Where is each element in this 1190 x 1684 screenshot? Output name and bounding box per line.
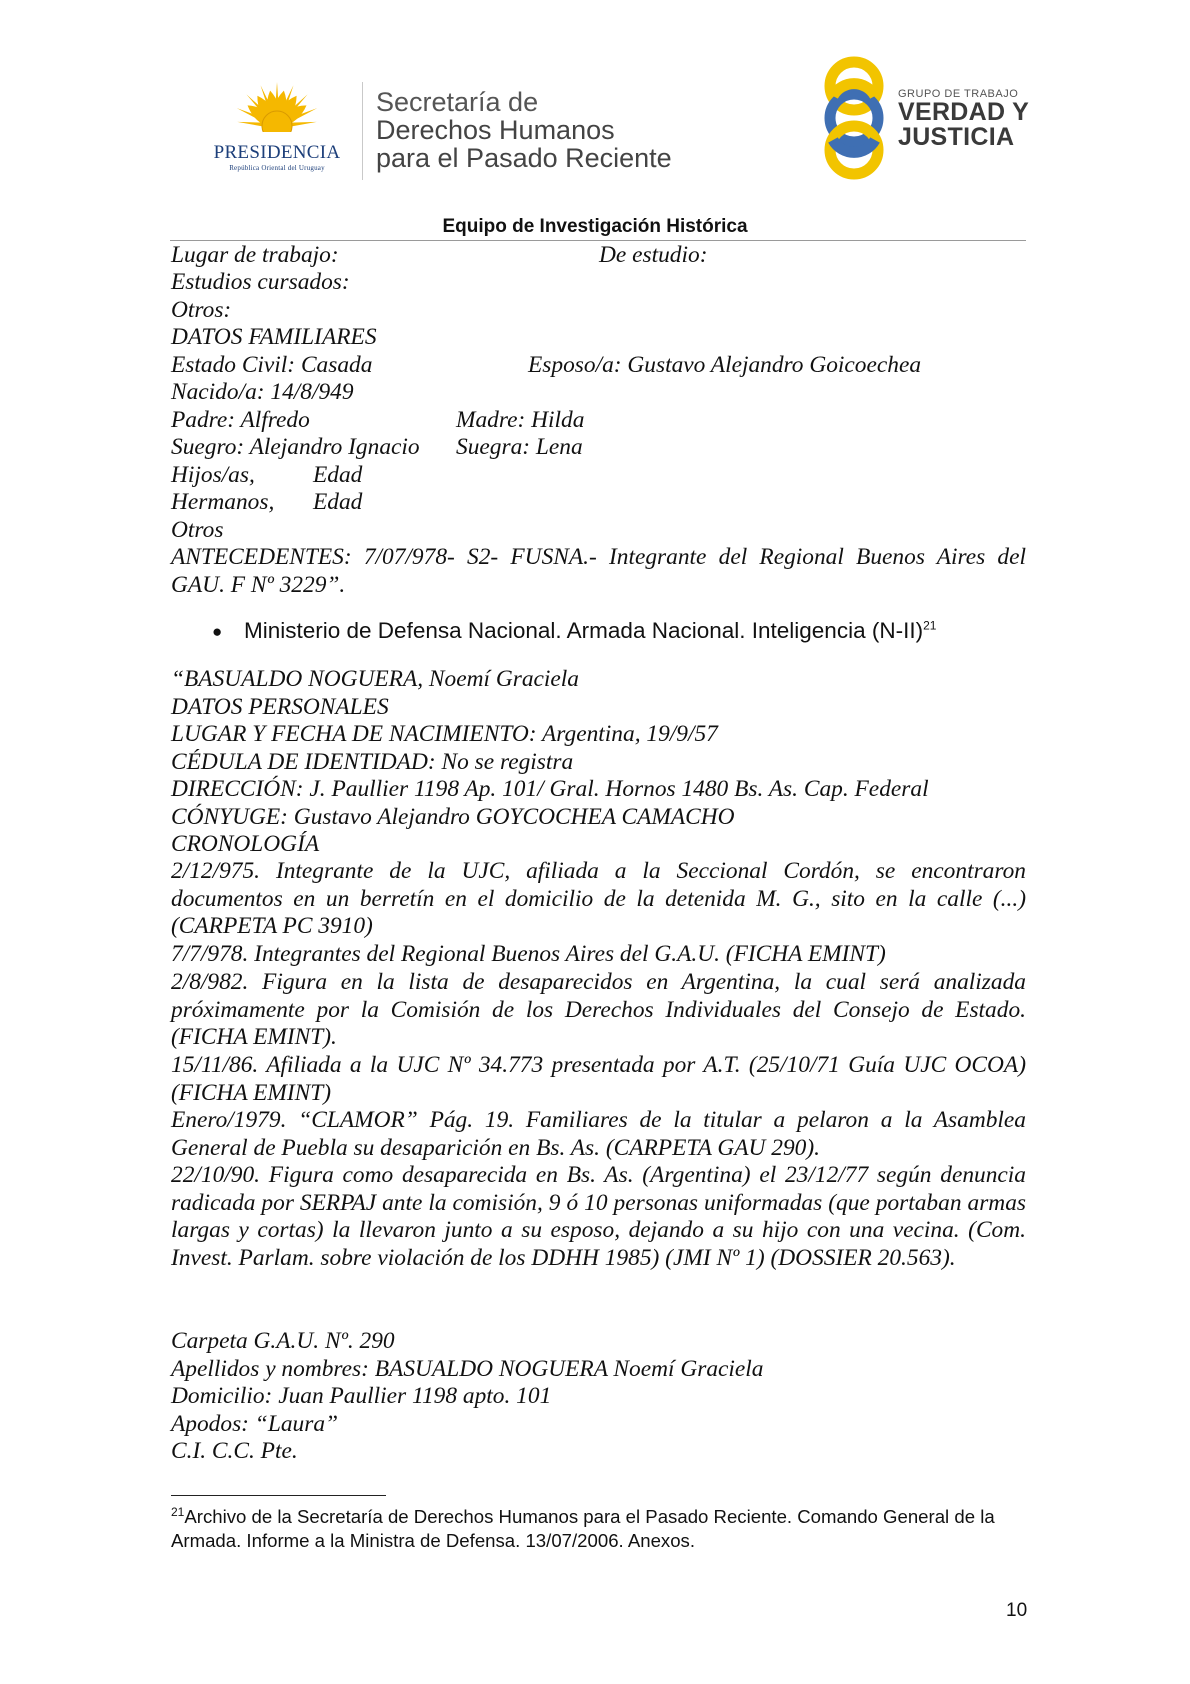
bullet-marker: ● bbox=[212, 622, 223, 641]
hijos-edad: Edad bbox=[313, 462, 363, 488]
nacido: Nacido/a: 14/8/949 bbox=[171, 379, 354, 405]
carpeta-domicilio: Domicilio: Juan Paullier 1198 apto. 101 bbox=[171, 1383, 552, 1409]
header-divider bbox=[362, 82, 363, 180]
cronologia-entry: 15/11/86. Afiliada a la UJC Nº 34.773 presentada por A.T. (25/10/71 Guía UJC OCOA) (FICHA EMINT) bbox=[171, 1052, 1026, 1106]
presidencia-logo bbox=[198, 80, 356, 178]
cronologia-entry: Enero/1979. “CLAMOR” Pág. 19. Familiares de la titular a pelaron a la Asamblea General de Puebla su desaparición en Bs. As. (CARPETA GAU 290). bbox=[171, 1107, 1026, 1161]
datos-familiares: DATOS FAMILIARES bbox=[171, 324, 377, 350]
hijos: Hijos/as, bbox=[171, 462, 255, 488]
carpeta-apodos: Apodos: “Laura” bbox=[171, 1411, 339, 1437]
de-estudio: De estudio: bbox=[599, 242, 708, 268]
hermanos-edad: Edad bbox=[313, 489, 363, 515]
carpeta-title: Carpeta G.A.U. Nº. 290 bbox=[171, 1328, 395, 1354]
page-number: 10 bbox=[1006, 1600, 1028, 1621]
madre: Madre: Hilda bbox=[456, 407, 585, 433]
secretaria-logo-text bbox=[376, 88, 672, 172]
carpeta-ci: C.I. C.C. Pte. bbox=[171, 1438, 298, 1464]
cronologia: CRONOLOGÍA bbox=[171, 831, 320, 857]
esposo: Esposo/a: Gustavo Alejandro Goicoechea bbox=[528, 352, 922, 378]
bullet-text: Ministerio de Defensa Nacional. Armada Nacional. Inteligencia (N-II) bbox=[244, 618, 924, 643]
cronologia-entry: 22/10/90. Figura como desaparecida en Bs. As. (Argentina) el 23/12/77 según denuncia radicada por SERPAJ ante la comisión, 9 ó 10 personas uniformadas (que portaban armas largas y cortas) la llevaron junto a su esposo, dejando a su hijo con una vecina. (Com. Invest. Parlam. sobre violación de los DDHH 1985) (JMI Nº 1) (DOSSIER 20.563). bbox=[171, 1162, 1026, 1271]
header-rule bbox=[170, 240, 1026, 241]
footnote-ref: 21 bbox=[171, 1504, 185, 1519]
estado-civil: Estado Civil: Casada bbox=[171, 352, 373, 378]
conyuge: CÓNYUGE: Gustavo Alejandro GOYCOCHEA CAMACHO bbox=[171, 804, 735, 830]
footnote-rule bbox=[171, 1495, 386, 1496]
footnote bbox=[171, 1505, 1031, 1553]
gtvj-group-label: GRUPO DE TRABAJO bbox=[898, 88, 1019, 100]
otros-1: Otros: bbox=[171, 297, 232, 323]
presidencia-title: PRESIDENCIA bbox=[213, 142, 341, 163]
lugar-trabajo: Lugar de trabajo: bbox=[171, 242, 339, 268]
team-heading: Equipo de Investigación Histórica bbox=[442, 216, 748, 237]
bullet-item bbox=[244, 618, 936, 644]
secretaria-line-1: Secretaría de bbox=[376, 87, 539, 117]
otros-2: Otros bbox=[171, 517, 224, 543]
datos-personales: DATOS PERSONALES bbox=[171, 694, 389, 720]
estudios-cursados: Estudios cursados: bbox=[171, 269, 350, 295]
secretaria-line-2: Derechos Humanos bbox=[376, 115, 615, 145]
carpeta-apellidos: Apellidos y nombres: BASUALDO NOGUERA Noemí Graciela bbox=[171, 1356, 764, 1382]
gtvj-line-1: VERDAD Y bbox=[898, 98, 1030, 126]
secretaria-line-3: para el Pasado Reciente bbox=[376, 143, 672, 173]
footnote-text: Archivo de la Secretaría de Derechos Humanos para el Pasado Reciente. Comando General de la Armada. Informe a la Ministra de Defensa. 13/07/2006. Anexos. bbox=[171, 1506, 995, 1551]
sun-icon bbox=[198, 80, 356, 150]
cronologia-entry: 7/7/978. Integrantes del Regional Buenos Aires del G.A.U. (FICHA EMINT) bbox=[171, 941, 886, 967]
padre: Padre: Alfredo bbox=[171, 407, 310, 433]
hermanos: Hermanos, bbox=[171, 489, 275, 515]
suegro: Suegro: Alejandro Ignacio bbox=[171, 434, 420, 460]
cronologia-entry: 2/12/975. Integrante de la UJC, afiliada a la Seccional Cordón, se encontraron documentos en un berretín en el domicilio de la detenida M. G., sito en la calle (...) (CARPETA PC 3910) bbox=[171, 858, 1026, 940]
cedula: CÉDULA DE IDENTIDAD: No se registra bbox=[171, 749, 574, 775]
presidencia-subtitle: República Oriental del Uruguay bbox=[229, 164, 325, 172]
cronologia-entry: 2/8/982. Figura en la lista de desaparecidos en Argentina, la cual será analizada próximamente por la Comisión de los Derechos Individuales del Consejo de Estado. (FICHA EMINT). bbox=[171, 969, 1026, 1051]
gtvj-line-2: JUSTICIA bbox=[898, 123, 1015, 151]
antecedentes: ANTECEDENTES: 7/07/978- S2- FUSNA.- Integrante del Regional Buenos Aires del GAU. F Nº 3229”. bbox=[171, 544, 1026, 598]
direccion: DIRECCIÓN: J. Paullier 1198 Ap. 101/ Gral. Hornos 1480 Bs. As. Cap. Federal bbox=[171, 776, 929, 802]
bullet-footnote-ref: 21 bbox=[923, 618, 937, 633]
record-name: “BASUALDO NOGUERA, Noemí Graciela bbox=[171, 666, 579, 692]
lugar-fecha-nacimiento: LUGAR Y FECHA DE NACIMIENTO: Argentina, 19/9/57 bbox=[171, 721, 718, 747]
suegra: Suegra: Lena bbox=[456, 434, 583, 460]
verdad-justicia-text bbox=[898, 88, 1029, 150]
